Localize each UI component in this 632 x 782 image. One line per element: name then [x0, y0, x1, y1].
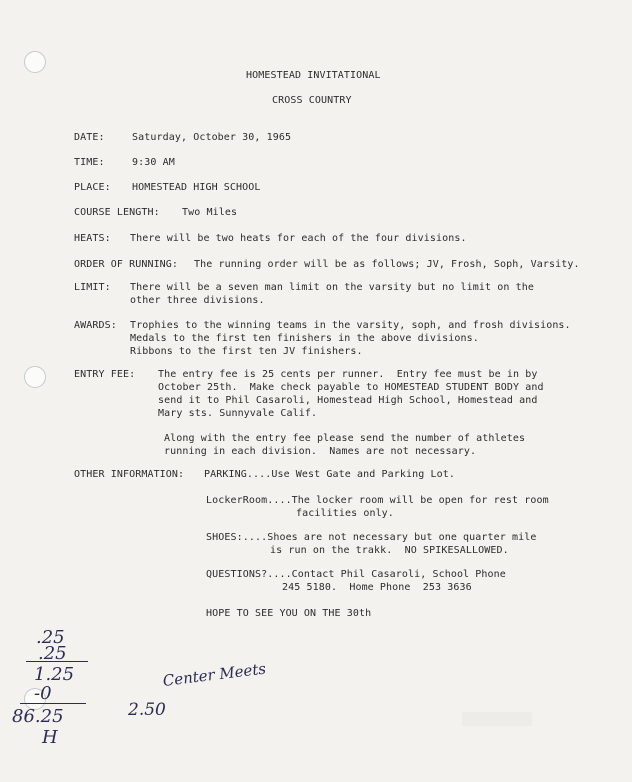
awards-line-1: Trophies to the winning teams in the varsity, soph, and frosh divisions. — [130, 320, 571, 331]
order-label: ORDER OF RUNNING: — [74, 259, 179, 270]
heats-value: There will be two heats for each of the four divisions. — [130, 233, 467, 244]
date-label: DATE: — [74, 132, 105, 143]
punch-hole-middle — [24, 366, 46, 388]
course-value: Two Miles — [182, 207, 238, 218]
entry-label: ENTRY FEE: — [74, 369, 136, 380]
handwritten-number-3: 1.25 — [34, 664, 75, 685]
punch-hole-top — [24, 51, 46, 73]
awards-line-2: Medals to the first ten finishers in the above divisions. — [130, 333, 479, 344]
awards-line-3: Ribbons to the first ten JV finishers. — [130, 346, 363, 357]
entry-line-4: Mary sts. Sunnyvale Calif. — [158, 408, 318, 419]
entry-line-5: Along with the entry fee please send the number of athletes — [164, 433, 526, 444]
locker-room-line-1: LockerRoom....The locker room will be open for rest room — [206, 495, 549, 506]
limit-line-1: There will be a seven man limit on the varsity but no limit on the — [130, 282, 534, 293]
questions-line-1: QUESTIONS?....Contact Phil Casaroli, School Phone — [206, 569, 506, 580]
handwritten-amount: 2.50 — [128, 700, 166, 720]
entry-line-2: October 25th. Make check payable to HOMESTEAD STUDENT BODY and — [158, 382, 544, 393]
paper-smudge — [462, 712, 532, 726]
date-value: Saturday, October 30, 1965 — [132, 132, 292, 143]
parking-info: PARKING....Use West Gate and Parking Lot. — [204, 469, 455, 480]
place-value: HOMESTEAD HIGH SCHOOL — [132, 182, 261, 193]
time-label: TIME: — [74, 157, 105, 168]
handwritten-number-4: -0 — [34, 683, 52, 704]
locker-room-line-2: facilities only. — [296, 508, 394, 519]
order-value: The running order will be as follows; JV, Frosh, Soph, Varsity. — [194, 259, 580, 270]
limit-label: LIMIT: — [74, 282, 111, 293]
entry-line-6: running in each division. Names are not necessary. — [164, 446, 477, 457]
entry-line-3: send it to Phil Casaroli, Homestead High School, Homestead and — [158, 395, 538, 406]
handwritten-note: Center Meets — [161, 659, 267, 690]
handwritten-rule-2 — [20, 703, 86, 704]
time-value: 9:30 AM — [132, 157, 175, 168]
shoes-line-1: SHOES:....Shoes are not necessary but one quarter mile — [206, 532, 537, 543]
place-label: PLACE: — [74, 182, 111, 193]
limit-line-2: other three divisions. — [130, 295, 265, 306]
course-label: COURSE LENGTH: — [74, 207, 160, 218]
handwritten-letter: H — [42, 727, 58, 748]
handwritten-rule-1 — [26, 661, 88, 662]
handwritten-number-1: .25 — [36, 627, 65, 648]
other-info-label: OTHER INFORMATION: — [74, 469, 185, 480]
shoes-line-2: is run on the trakk. NO SPIKESALLOWED. — [270, 545, 509, 556]
document-subtitle: CROSS COUNTRY — [272, 95, 352, 106]
closing-line: HOPE TO SEE YOU ON THE 30th — [206, 608, 372, 619]
awards-label: AWARDS: — [74, 320, 117, 331]
heats-label: HEATS: — [74, 233, 111, 244]
document-title: HOMESTEAD INVITATIONAL — [246, 70, 381, 81]
handwritten-total: 86.25 — [12, 706, 64, 727]
handwritten-number-2: .25 — [38, 643, 67, 664]
questions-line-2: 245 5180. Home Phone 253 3636 — [282, 582, 472, 593]
entry-line-1: The entry fee is 25 cents per runner. Entry fee must be in by — [158, 369, 538, 380]
